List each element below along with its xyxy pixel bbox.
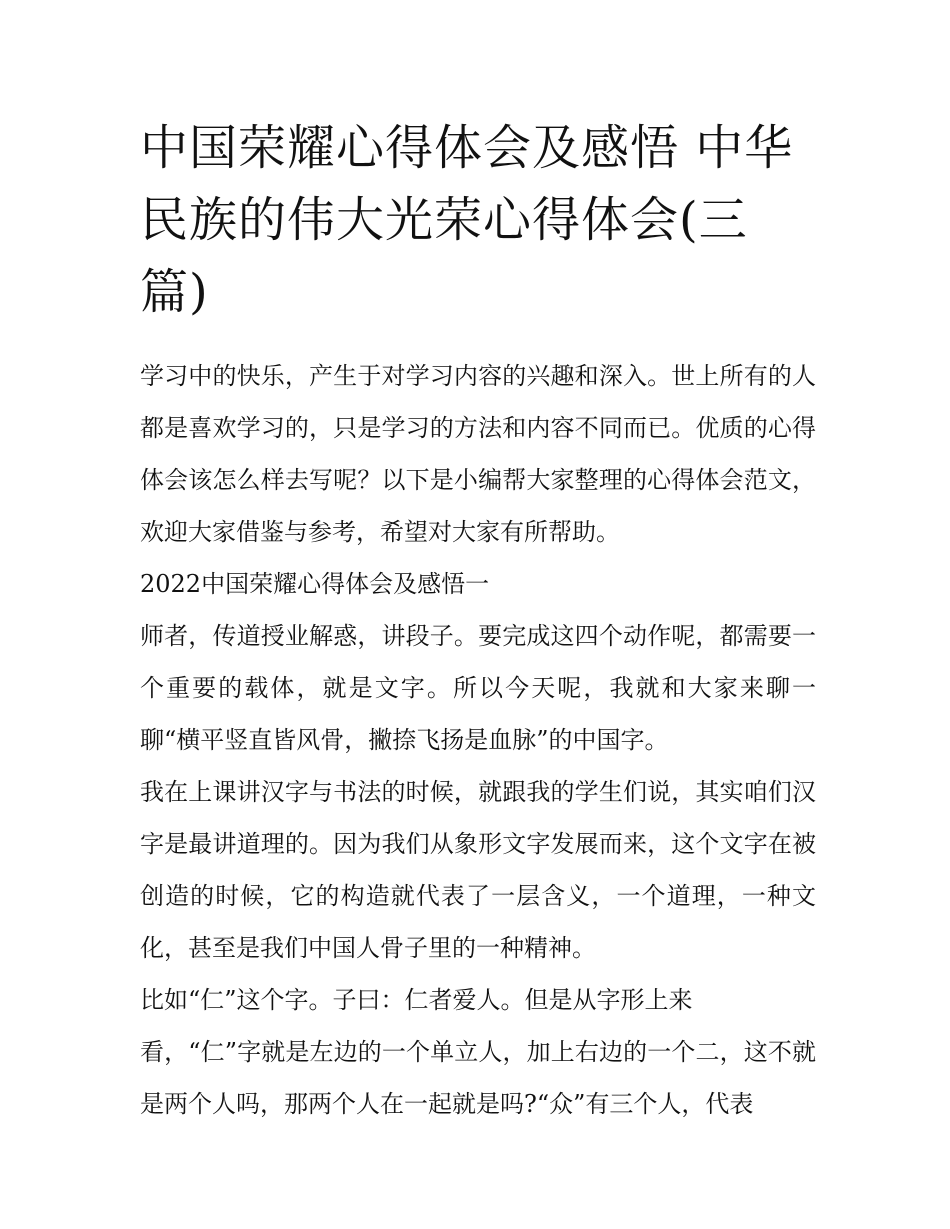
document-page	[140, 112, 816, 1130]
body-paragraph: 我在上课讲汉字与书法的时候，就跟我的学生们说，其实咱们汉字是最讲道理的。因为我们从象形文字发展而来，这个文字在被创造的时候，它的构造就代表了一层含义，一个道理，一种文化，甚至是我们中国人骨子里的一种精神。	[140, 778, 816, 962]
document-title: 中国荣耀心得体会及感悟 中华民族的伟大光荣心得体会(三篇)	[140, 120, 794, 320]
document-body	[140, 350, 816, 1130]
section-heading: 2022中国荣耀心得体会及感悟一	[140, 570, 490, 598]
body-paragraph: 看，“仁”字就是左边的一个单立人，加上右边的一个二，这不就是两个人吗，那两个人在一起就是吗?“众”有三个人，代表	[140, 1038, 816, 1118]
body-paragraph: 比如“仁”这个字。子曰：仁者爱人。但是从字形上来	[140, 986, 693, 1014]
body-paragraph: 师者，传道授业解惑，讲段子。要完成这四个动作呢，都需要一个重要的载体，就是文字。所以今天呢，我就和大家来聊一聊“横平竖直皆风骨，撇捺飞扬是血脉”的中国字。	[140, 622, 816, 754]
intro-paragraph: 学习中的快乐，产生于对学习内容的兴趣和深入。世上所有的人都是喜欢学习的，只是学习的方法和内容不同而已。优质的心得体会该怎么样去写呢？以下是小编帮大家整理的心得体会范文，欢迎大家借鉴与参考，希望对大家有所帮助。	[140, 362, 816, 546]
